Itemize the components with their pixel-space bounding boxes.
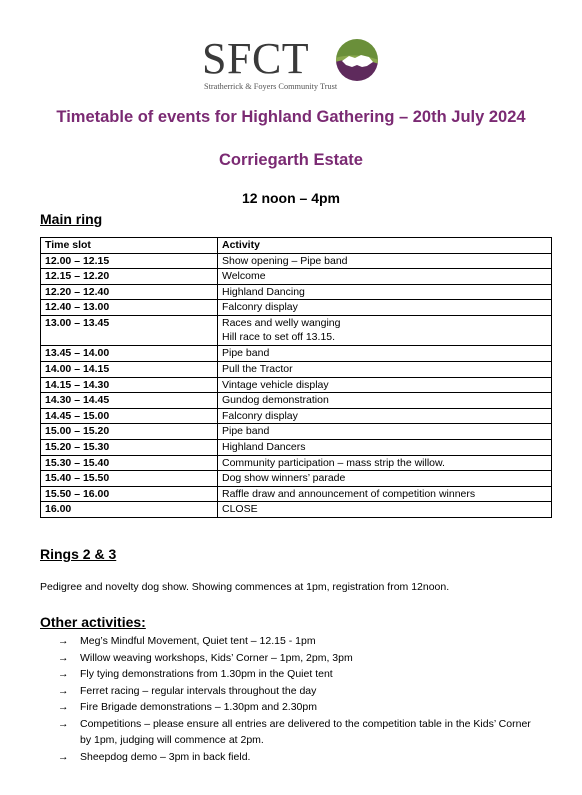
table-row xyxy=(41,408,552,424)
time-slot-cell: 14.00 – 14.15 xyxy=(41,362,218,378)
sfct-logo xyxy=(202,34,382,104)
activity-cell: Falconry display xyxy=(218,408,552,424)
table-row xyxy=(41,362,552,378)
table-row xyxy=(41,300,552,316)
activity-cell: Pull the Tractor xyxy=(218,362,552,378)
page-title: Timetable of events for Highland Gathering – 20th July 2024 xyxy=(56,108,526,126)
table-row xyxy=(41,377,552,393)
time-slot-cell: 12.15 – 12.20 xyxy=(41,269,218,285)
logo-text: SFCT xyxy=(202,34,310,83)
main-ring-heading: Main ring xyxy=(40,211,103,227)
activity-cell: Community participation – mass strip the willow. xyxy=(218,455,552,471)
activity-cell: Show opening – Pipe band xyxy=(218,253,552,269)
activity-line: Races and welly wanging xyxy=(222,316,341,329)
table-row xyxy=(41,346,552,362)
time-slot-cell: 15.40 – 15.50 xyxy=(41,471,218,487)
other-activities-list xyxy=(58,633,538,765)
table-row xyxy=(41,393,552,409)
arrow-right-icon: → xyxy=(58,684,69,697)
activity-cell: Vintage vehicle display xyxy=(218,377,552,393)
table-row xyxy=(41,440,552,456)
list-item-text: Fire Brigade demonstrations – 1.30pm and 2.30pm xyxy=(80,701,317,713)
table-row xyxy=(41,269,552,285)
activity-cell: Highland Dancers xyxy=(218,440,552,456)
venue-title: Corriegarth Estate xyxy=(219,151,363,169)
table-row xyxy=(41,424,552,440)
arrow-right-icon: → xyxy=(58,701,69,713)
time-slot-cell: 16.00 xyxy=(41,502,218,518)
logo-subtitle: Stratherrick & Foyers Community Trust xyxy=(204,82,338,91)
time-slot-cell: 15.00 – 15.20 xyxy=(41,424,218,440)
other-activities-heading: Other activities: xyxy=(40,614,146,630)
table-row xyxy=(41,253,552,269)
arrow-right-icon: → xyxy=(58,750,69,763)
list-item-text: Meg’s Mindful Movement, Quiet tent – 12.15 - 1pm xyxy=(80,635,316,647)
activity-cell: Pipe band xyxy=(218,424,552,440)
arrow-right-icon: → xyxy=(58,651,69,664)
time-slot-cell: 12.40 – 13.00 xyxy=(41,300,218,316)
activity-cell: Falconry display xyxy=(218,300,552,316)
activity-cell: Dog show winners’ parade xyxy=(218,471,552,487)
list-item-text: Fly tying demonstrations from 1.30pm in the Quiet tent xyxy=(80,668,333,680)
activity-cell: Pipe band xyxy=(218,346,552,362)
time-slot-cell: 14.45 – 15.00 xyxy=(41,408,218,424)
time-slot-cell: 15.50 – 16.00 xyxy=(41,486,218,502)
column-header-time-slot: Time slot xyxy=(41,238,218,254)
activity-cell: Highland Dancing xyxy=(218,284,552,300)
activity-cell xyxy=(218,315,552,346)
list-item-text: Willow weaving workshops, Kids’ Corner – 1pm, 2pm, 3pm xyxy=(80,651,353,664)
table-row xyxy=(41,502,552,518)
arrow-right-icon: → xyxy=(58,668,69,680)
table-row xyxy=(41,315,552,346)
arrow-right-icon: → xyxy=(58,635,69,647)
time-slot-cell: 14.30 – 14.45 xyxy=(41,393,218,409)
list-item xyxy=(58,683,538,700)
list-item xyxy=(58,666,538,683)
time-slot-cell: 12.20 – 12.40 xyxy=(41,284,218,300)
column-header-activity: Activity xyxy=(218,238,552,254)
main-ring-timetable xyxy=(40,237,552,518)
table-row xyxy=(41,455,552,471)
list-item-text: Ferret racing – regular intervals throughout the day xyxy=(80,684,317,697)
time-slot-cell: 15.20 – 15.30 xyxy=(41,440,218,456)
table-row xyxy=(41,284,552,300)
list-item xyxy=(58,716,538,749)
list-item xyxy=(58,633,538,650)
list-item-text: Sheepdog demo – 3pm in back field. xyxy=(80,750,251,763)
list-item xyxy=(58,749,538,766)
list-item-text: Competitions – please ensure all entries are delivered to the competition table in the Kids’ Corner by 1pm, judging will commence at 2pm. xyxy=(80,717,531,746)
rings-heading: Rings 2 & 3 xyxy=(40,546,117,562)
time-slot-cell: 14.15 – 14.30 xyxy=(41,377,218,393)
activity-line: Hill race to set off 13.15. xyxy=(222,330,336,343)
time-range: 12 noon – 4pm xyxy=(241,190,341,206)
time-slot-cell: 13.45 – 14.00 xyxy=(41,346,218,362)
arrow-right-icon: → xyxy=(58,717,69,730)
activity-cell: Gundog demonstration xyxy=(218,393,552,409)
list-item xyxy=(58,699,538,716)
activity-cell: CLOSE xyxy=(218,502,552,518)
time-slot-cell: 12.00 – 12.15 xyxy=(41,253,218,269)
activity-cell: Welcome xyxy=(218,269,552,285)
activity-cell: Raffle draw and announcement of competition winners xyxy=(218,486,552,502)
list-item xyxy=(58,650,538,667)
rings-description: Pedigree and novelty dog show. Showing commences at 1pm, registration from 12noon. xyxy=(40,581,450,593)
table-row xyxy=(41,471,552,487)
handshake-emblem-icon xyxy=(335,38,379,82)
table-row xyxy=(41,486,552,502)
time-slot-cell: 13.00 – 13.45 xyxy=(41,315,218,346)
time-slot-cell: 15.30 – 15.40 xyxy=(41,455,218,471)
table-header-row xyxy=(41,238,552,254)
